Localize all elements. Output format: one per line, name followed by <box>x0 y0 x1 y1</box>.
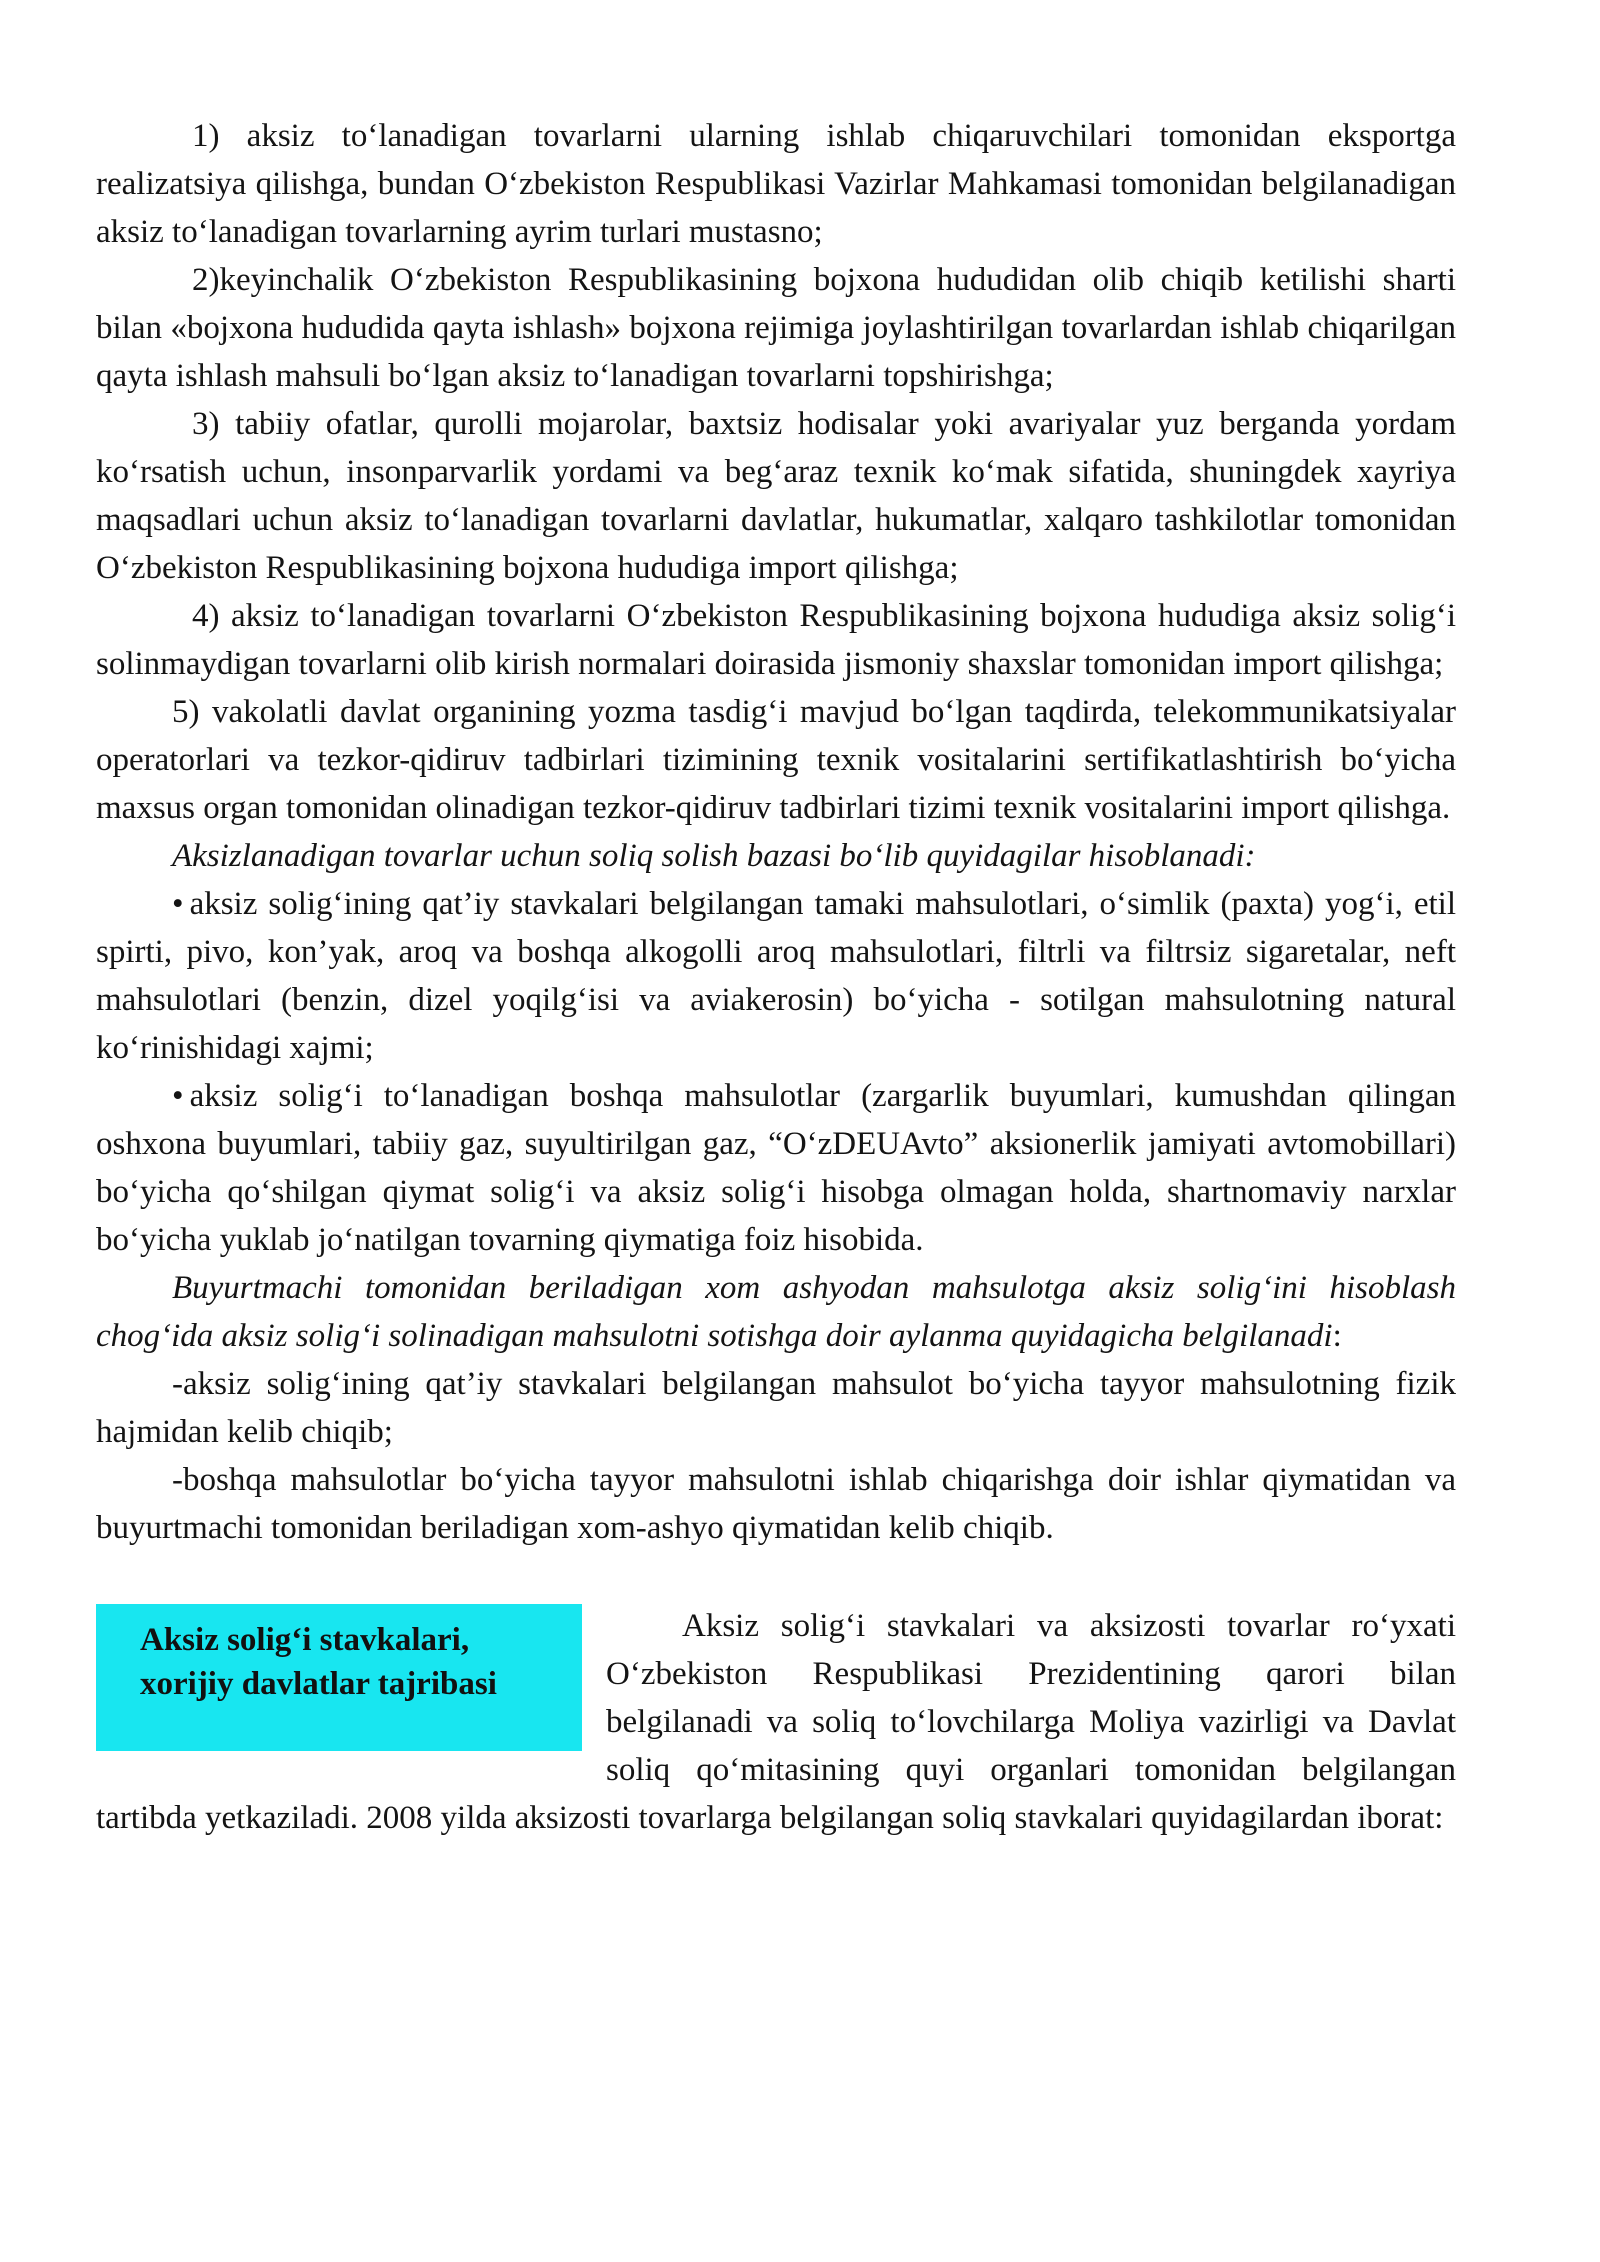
section-callout-box <box>96 1604 582 1751</box>
paragraph-item-5: 5) vakolatli davlat organining yozma tasdig‘i mavjud bo‘lgan taqdirda, telekommunikatsiyalar operatorlari va tezkor-qidiruv tadbirlari tizimining texnik vositalarini sertifikatlashtirish bo‘yicha maxsus organ tomonidan olinadigan tezkor-qidiruv tadbirlari tizimi texnik vositalarini import qilishga. <box>96 694 1456 826</box>
dash-item-1: -aksiz solig‘ining qat’iy stavkalari belgilangan mahsulot bo‘yicha tayyor mahsulotning fizik hajmidan kelib chiqib; <box>96 1366 1456 1450</box>
bullet-text: aksiz solig‘ining qat’iy stavkalari belgilangan tamaki mahsulotlari, o‘simlik (paxta) yog‘i, etil spirti, pivo, kon’yak, aroq va boshqa alkogolli aroq mahsulotlari, filtrli va filtrsiz sigaretalar, neft mahsulotlari (benzin, dizel yoqilg‘isi va aviakerosin) bo‘yicha - sotilgan mahsulotning natural ko‘rinishidagi xajmi; <box>96 886 1456 1066</box>
bullet-text: aksiz solig‘i to‘lanadigan boshqa mahsulotlar (zargarlik buyumlari, kumushdan qilingan oshxona buyumlari, tabiiy gaz, suyultirilgan gaz, “O‘zDEUAvto” aksionerlik jamiyati avtomobillari) bo‘yicha qo‘shilgan qiymat solig‘i va aksiz solig‘i hisobga olmagan holda, shartnomaviy narxlar bo‘yicha yuklab jo‘natilgan tovarning qiymatiga foiz hisobida. <box>96 1078 1456 1258</box>
dash-item-2: -boshqa mahsulotlar bo‘yicha tayyor mahsulotni ishlab chiqarishga doir ishlar qiymatidan va buyurtmachi tomonidan beriladigan xom-ashyo qiymatidan kelib chiqib. <box>96 1462 1456 1546</box>
paragraph-item-4: 4) aksiz to‘lanadigan tovarlarni O‘zbekiston Respublikasining bojxona hududiga aksiz solig‘i solinmaydigan tovarlarni olib kirish normalari doirasida jismoniy shaxslar tomonidan import qilishga; <box>96 598 1456 682</box>
customer-raw-material-colon: : <box>1332 1318 1342 1354</box>
document-page <box>96 112 1456 1842</box>
rates-paragraph-text: Aksiz solig‘i stavkalari va aksizosti tovarlar ro‘yxati O‘zbekiston Respublikasi Prezidentining qarori bilan belgilanadi va soliq to‘lovchilarga Moliya vazirligi va Davlat soliq qo‘mitasining quyi organlari tomonidan belgilangan tartibda yetkaziladi. 2008 yilda aksizosti tovarlarga belgilangan soliq stavkalari quyidagilardan iborat: <box>96 1608 1456 1836</box>
customer-raw-material-paragraph <box>96 1264 1456 1360</box>
customer-raw-material-italic: Buyurtmachi tomonidan beriladigan xom ashyodan mahsulotga aksiz solig‘ini hisoblash chog‘ida aksiz solig‘i solinadigan mahsulotni sotishga doir aylanma quyidagicha belgilanadi <box>96 1270 1456 1354</box>
bullet-icon: • <box>172 1078 184 1114</box>
bullet-icon: • <box>172 886 184 922</box>
bullet-item-2 <box>96 1072 1456 1264</box>
paragraph-item-3: 3) tabiiy ofatlar, qurolli mojarolar, baxtsiz hodisalar yoki avariyalar yuz berganda yordam ko‘rsatish uchun, insonparvarlik yordami va beg‘araz texnik ko‘mak sifatida, shuningdek xayriya maqsadlari uchun aksiz to‘lanadigan tovarlarni davlatlar, hukumatlar, xalqaro tashkilotlar tomonidan O‘zbekiston Respublikasining bojxona hududiga import qilishga; <box>96 406 1456 586</box>
paragraph-item-1: 1) aksiz to‘lanadigan tovarlarni ularning ishlab chiqaruvchilari tomonidan eksportga realizatsiya qilishga, bundan O‘zbekiston Respublikasi Vazirlar Mahkamasi tomonidan belgilanadigan aksiz to‘lanadigan tovarlarning ayrim turlari mustasno; <box>96 118 1456 250</box>
paragraph-item-2: 2)keyinchalik O‘zbekiston Respublikasining bojxona hududidan olib chiqib ketilishi sharti bilan «bojxona hududida qayta ishlash» bojxona rejimiga joylashtirilgan tovarlardan ishlab chiqarilgan qayta ishlash mahsuli bo‘lgan aksiz to‘lanadigan tovarlarni topshirishga; <box>96 262 1456 394</box>
bullet-item-1 <box>96 880 1456 1072</box>
rates-section <box>96 1602 1456 1842</box>
tax-base-heading: Aksizlanadigan tovarlar uchun soliq solish bazasi bo‘lib quyidagilar hisoblanadi: <box>172 838 1256 874</box>
callout-title-line-1: Aksiz solig‘i stavkalari, <box>140 1622 470 1658</box>
callout-title-line-2: xorijiy davlatlar tajribasi <box>140 1666 497 1702</box>
